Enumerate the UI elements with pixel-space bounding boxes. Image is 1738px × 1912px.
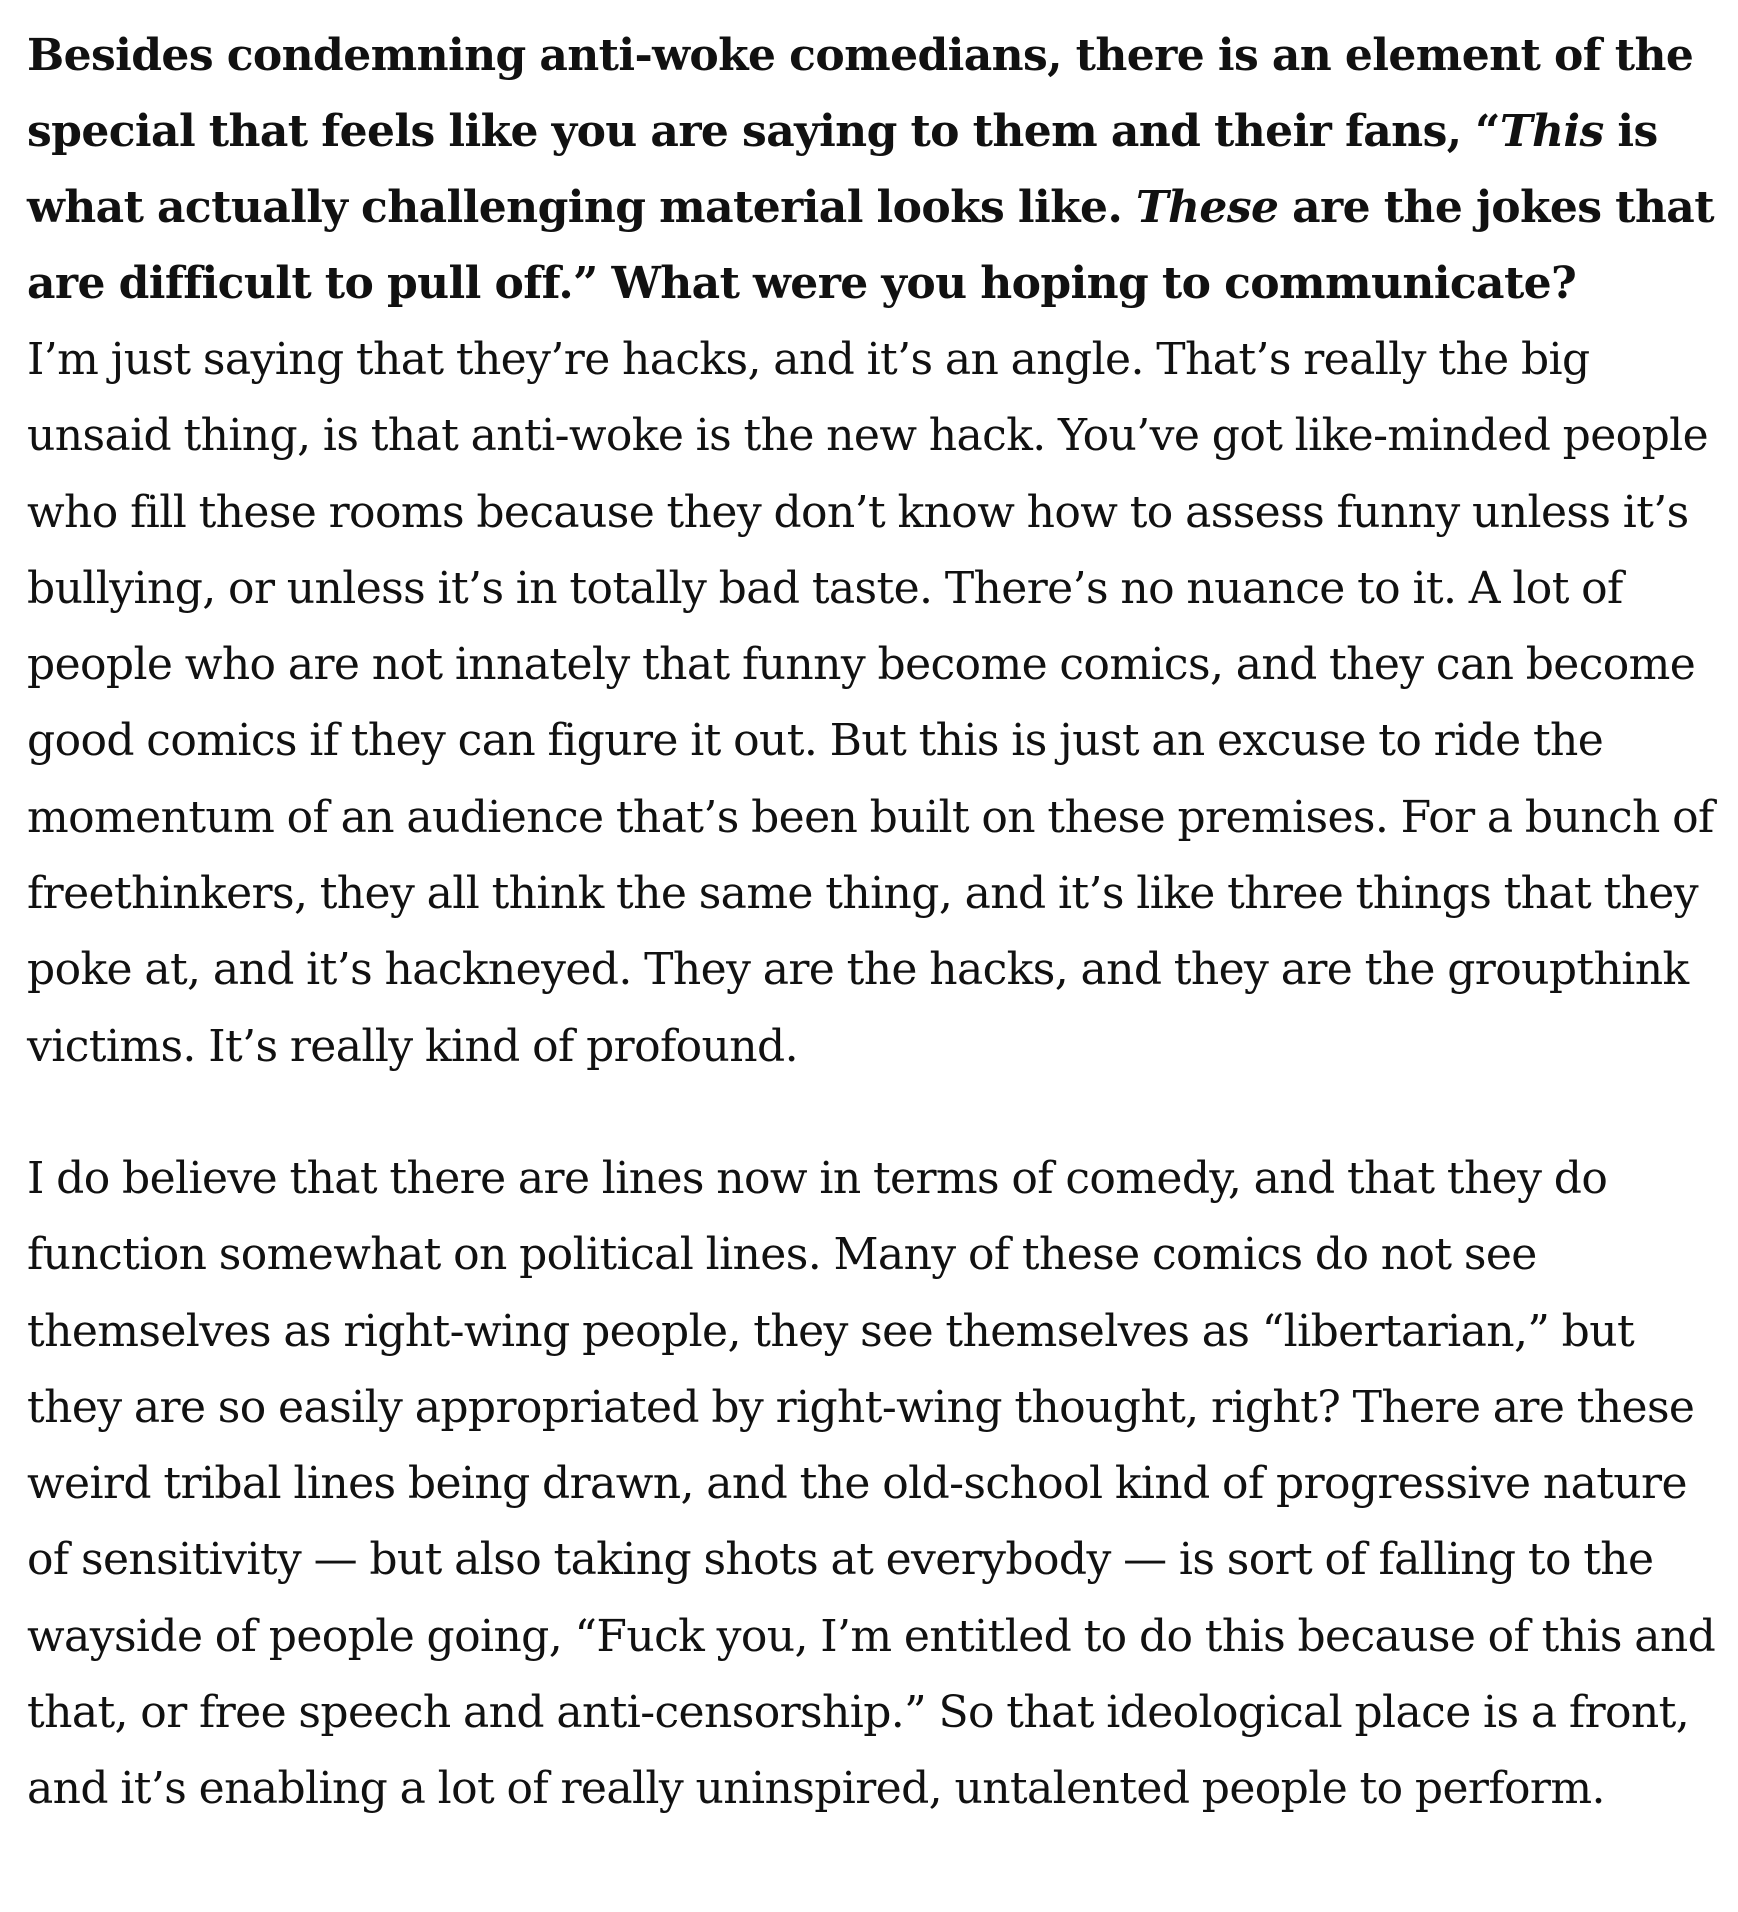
question-emphasis-these: These [1135,182,1279,233]
question-text-part-1: Besides condemning anti-woke comedians, there is an element of the special that feels like you are saying to them and their fans, “ [27,30,1694,157]
question-emphasis-this: This [1499,106,1604,157]
answer-paragraph-1: I’m just saying that they’re hacks, and it’s an angle. That’s really the big unsaid thing, is that anti-woke is the new hack. You’ve got like-minded people who fill these rooms because they don’t know how to assess funny unless it’s bullying, or unless it’s in totally bad taste. There’s no nuance to it. A lot of people who are not innately that funny become comics, and they can become good comics if they can figure it out. But this is just an excuse to ride the momentum of an audience that’s been built on these premises. For a bunch of freethinkers, they all think the same thing, and it’s like three things that they poke at, and it’s hackneyed. They are the hacks, and they are the groupthink victims. It’s really kind of profound. [27,334,1714,1072]
interview-question [27,18,1718,322]
answer-paragraph-2: I do believe that there are lines now in terms of comedy, and that they do function somewhat on political lines. Many of these comics do not see themselves as right-wing people, they see themselves as “libertarian,” but they are so easily appropriated by right-wing thought, right? There are these weird tribal lines being drawn, and the old-school kind of progressive nature of sensitivity — but also taking shots at everybody — is sort of falling to the wayside of people going, “Fuck you, I’m entitled to do this because of this and that, or free speech and anti-censorship.” So that ideological place is a front, and it’s enabling a lot of really uninspired, untalented people to perform. [27,1152,1716,1815]
question-text-part-3: are the jokes that are difficult to pull off.” What were you hoping to communicate? [27,182,1714,309]
question-text-part-2: is what actually challenging material looks like. [27,106,1658,233]
